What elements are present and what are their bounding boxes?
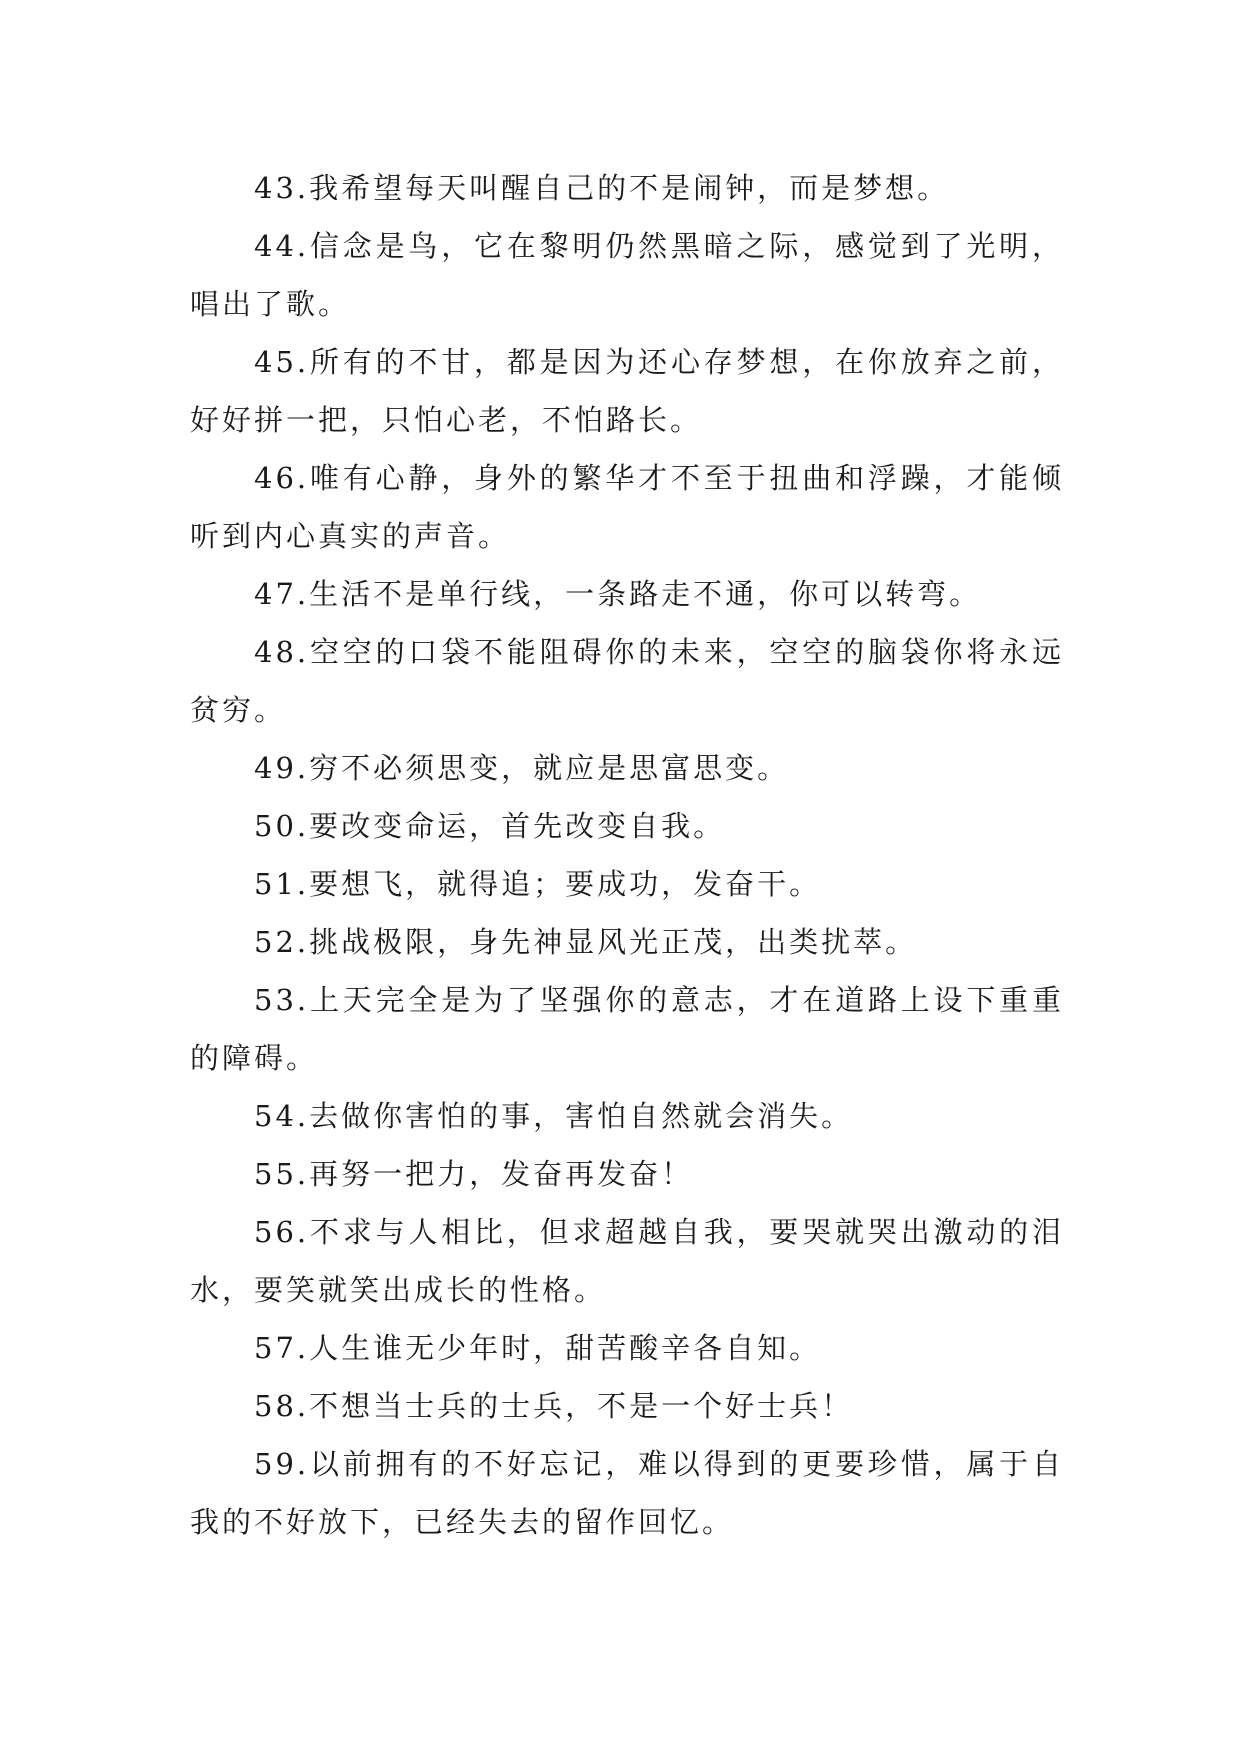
paragraph-55: 55.再努一把力，发奋再发奋！ (254, 1157, 694, 1191)
paragraph-58: 58.不想当士兵的士兵，不是一个好士兵！ (254, 1389, 854, 1423)
paragraph-56: 56.不求与人相比，但求超越自我，要哭就哭出激动的泪水，要笑就笑出成长的性格。 (190, 1215, 1064, 1307)
paragraph-46: 46.唯有心静，身外的繁华才不至于扭曲和浮躁，才能倾听到内心真实的声音。 (190, 461, 1064, 553)
paragraph-45: 45.所有的不甘，都是因为还心存梦想，在你放弃之前，好好拼一把，只怕心老，不怕路长。 (190, 345, 1064, 437)
paragraph-48: 48.空空的口袋不能阻碍你的未来，空空的脑袋你将永远贫穷。 (190, 635, 1064, 727)
paragraph-57: 57.人生谁无少年时，甜苦酸辛各自知。 (254, 1331, 822, 1365)
paragraph-54: 54.去做你害怕的事，害怕自然就会消失。 (254, 1099, 854, 1133)
paragraph-43: 43.我希望每天叫醒自己的不是闹钟，而是梦想。 (254, 171, 950, 205)
paragraph-49: 49.穷不必须思变，就应是思富思变。 (254, 751, 790, 785)
document-body (190, 159, 1064, 1551)
paragraph-50: 50.要改变命运，首先改变自我。 (254, 809, 726, 843)
paragraph-59: 59.以前拥有的不好忘记，难以得到的更要珍惜，属于自我的不好放下，已经失去的留作回忆。 (190, 1447, 1064, 1539)
paragraph-52: 52.挑战极限，身先神显风光正茂，出类扰萃。 (254, 925, 918, 959)
paragraph-53: 53.上天完全是为了坚强你的意志，才在道路上设下重重的障碍。 (190, 983, 1064, 1075)
paragraph-44: 44.信念是鸟，它在黎明仍然黑暗之际，感觉到了光明，唱出了歌。 (190, 229, 1064, 321)
paragraph-47: 47.生活不是单行线，一条路走不通，你可以转弯。 (254, 577, 982, 611)
paragraph-51: 51.要想飞，就得追；要成功，发奋干。 (254, 867, 822, 901)
